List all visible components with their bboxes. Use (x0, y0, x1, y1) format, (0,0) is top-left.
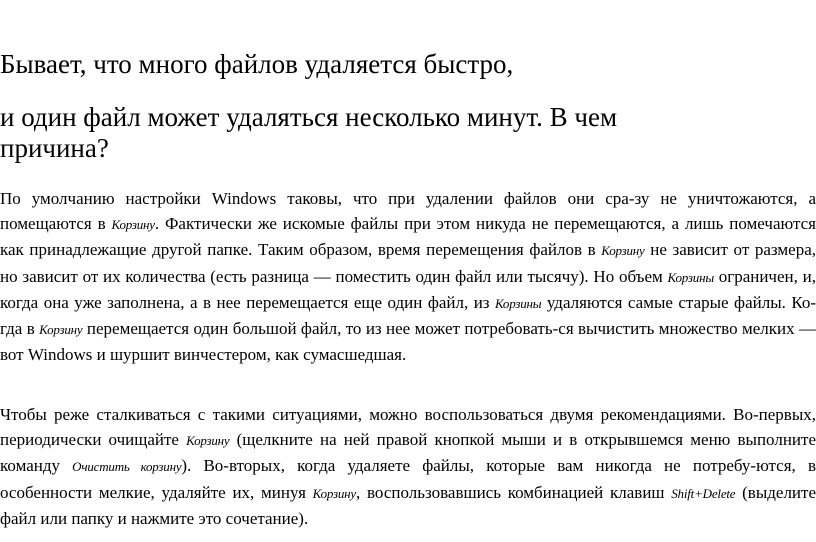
text-run: ограничен, и, когда она уже заполнена, а в нее перемещается еще один файл, из (0, 266, 816, 312)
text-run: , воспользовавшись комбинацией клавиш (356, 482, 672, 502)
text-run: перемещается один большой файл, то из нее может потребовать-ся вычистить множество мелких — вот Windows и шуршит винчестером, как сумасшедшая. (0, 319, 816, 365)
text-run: удаляются самые старые файлы. Ко-гда в (0, 292, 816, 339)
text-run: ). Во-вторых, когда удаляете файлы, которые вам никогда не потребу-ются, в особенности мелкие, удаляйте их, минуя (0, 456, 816, 502)
page-title (0, 46, 700, 164)
title-line-2: и один файл может удаляться несколько минут. В чем причина? (0, 102, 618, 163)
text-run: (щелкните на ней правой кнопкой мыши и в открывшемся меню выполните команду (0, 430, 816, 476)
text-run: По умолчанию настройки Windows таковы, что при удалении файлов они сра-зу не уничтожаются, а помещаются в (0, 189, 816, 234)
italic-term-recycle-bin: Корзину (312, 485, 356, 501)
italic-term-recycle-bin: Корзины (494, 295, 542, 311)
text-run: не зависит от размера, но зависит от их количества (есть разница — поместить один файл или тысячу). Но объем (0, 240, 816, 286)
italic-term-recycle-bin: Корзину (601, 243, 645, 259)
italic-term-shift-delete-shortcut: Shift+Delete (671, 485, 736, 501)
text-run: (выделите файл или папку и нажмите это сочетание). (0, 482, 816, 528)
text-run: Чтобы реже сталкиваться с такими ситуациями, можно воспользоваться двумя рекомендациями. Во-первых, периодически очищайте (0, 405, 816, 450)
paragraph-recycle-bin-explanation (0, 186, 816, 367)
italic-term-recycle-bin: Корзину (111, 217, 155, 233)
italic-term-recycle-bin: Корзину (39, 322, 83, 338)
paragraph-recommendations (0, 402, 816, 531)
italic-term-recycle-bin: Корзину (186, 433, 230, 449)
italic-term-recycle-bin: Корзины (667, 269, 714, 285)
title-line-1: Бывает, что много файлов удаляется быстро, (0, 49, 514, 79)
text-run: . Фактически же искомые файлы при этом никуда не перемещаются, а лишь помечаются как принадлежащие другой папке. Таким образом, время перемещения файлов в (0, 214, 816, 260)
italic-term-empty-recycle-bin-command: Очистить корзину (72, 459, 182, 475)
